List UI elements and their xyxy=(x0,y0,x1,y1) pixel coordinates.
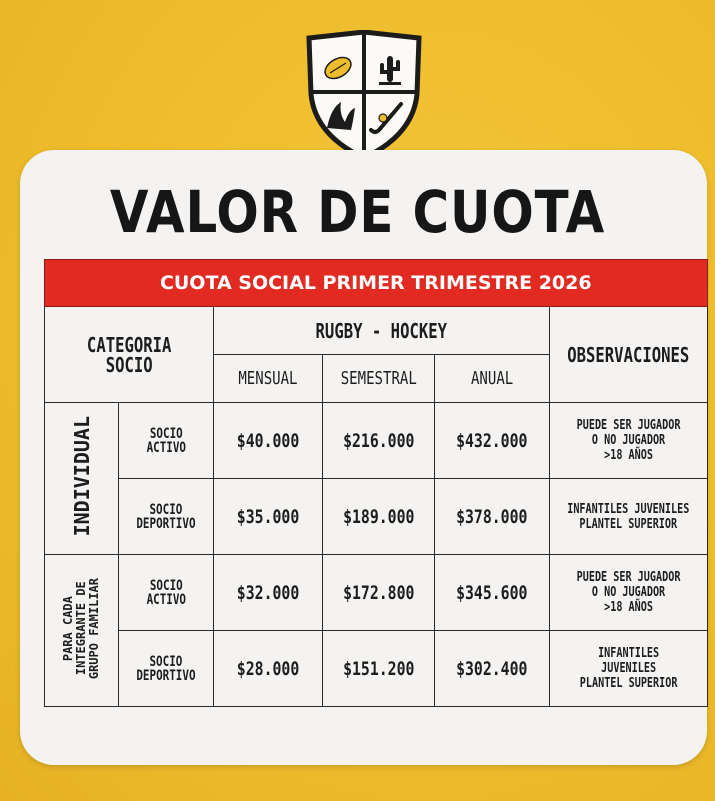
observation: PUEDE SER JUGADOR O NO JUGADOR >18 AÑOS xyxy=(550,555,708,631)
fee-table xyxy=(44,259,708,707)
price-mensual: $40.000 xyxy=(214,403,323,479)
member-type: SOCIO ACTIVO xyxy=(119,555,214,631)
period-header: ANUAL xyxy=(435,355,550,403)
observation: INFANTILES JUVENILES PLANTEL SUPERIOR xyxy=(550,631,708,707)
page-title: VALOR DE CUOTA xyxy=(109,178,606,246)
price-anual: $378.000 xyxy=(435,479,550,555)
member-type: SOCIO DEPORTIVO xyxy=(119,479,214,555)
price-anual: $302.400 xyxy=(435,631,550,707)
price-semestral: $151.200 xyxy=(323,631,435,707)
member-type: SOCIO ACTIVO xyxy=(119,403,214,479)
sport-header: RUGBY - HOCKEY xyxy=(214,307,550,355)
table-banner: CUOTA SOCIAL PRIMER TRIMESTRE 2026 xyxy=(45,260,708,307)
table-row xyxy=(45,403,708,479)
period-header: SEMESTRAL xyxy=(323,355,435,403)
period-header: MENSUAL xyxy=(214,355,323,403)
price-anual: $432.000 xyxy=(435,403,550,479)
observation: INFANTILES JUVENILES PLANTEL SUPERIOR xyxy=(550,479,708,555)
club-crest-logo xyxy=(305,30,423,162)
price-semestral: $189.000 xyxy=(323,479,435,555)
price-mensual: $32.000 xyxy=(214,555,323,631)
price-semestral: $216.000 xyxy=(323,403,435,479)
table-row xyxy=(45,631,708,707)
table-row xyxy=(45,555,708,631)
price-mensual: $28.000 xyxy=(214,631,323,707)
observaciones-header: OBSERVACIONES xyxy=(550,307,708,403)
price-semestral: $172.800 xyxy=(323,555,435,631)
categoria-header: CATEGORIA SOCIO xyxy=(45,307,214,403)
group-label-individual: INDIVIDUAL xyxy=(45,403,119,555)
member-type: SOCIO DEPORTIVO xyxy=(119,631,214,707)
price-mensual: $35.000 xyxy=(214,479,323,555)
table-row xyxy=(45,479,708,555)
price-anual: $345.600 xyxy=(435,555,550,631)
observation: PUEDE SER JUGADOR O NO JUGADOR >18 AÑOS xyxy=(550,403,708,479)
group-label-familiar: PARA CADA INTEGRANTE DE GRUPO FAMILIAR xyxy=(45,555,119,707)
